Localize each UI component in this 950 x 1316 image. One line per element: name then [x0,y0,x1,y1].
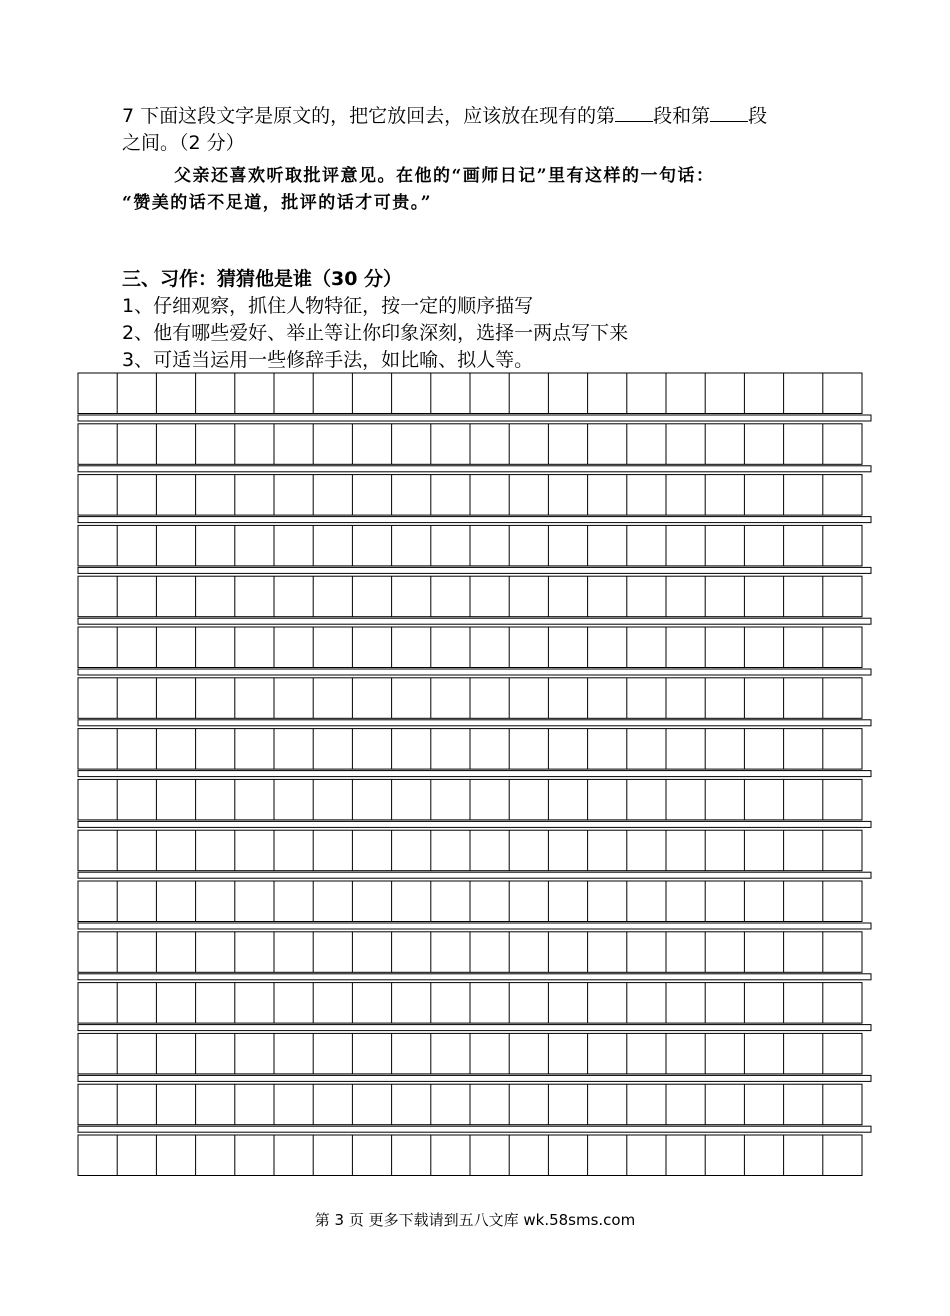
grid-row-separator [78,415,871,421]
quote-line-2: “赞美的话不足道，批评的话才可贵。” [122,193,433,213]
grid-row-separator [78,872,871,878]
grid-row[interactable] [78,1135,862,1176]
grid-row[interactable] [78,576,871,624]
grid-row-separator [78,974,871,980]
grid-row-separator [78,923,871,929]
grid-row[interactable] [78,830,871,878]
grid-row-separator [78,1025,871,1031]
grid-row-separator [78,618,871,624]
grid-row[interactable] [78,729,871,777]
grid-row[interactable] [78,983,871,1031]
grid-row-separator [78,466,871,472]
grid-row-separator [78,517,871,523]
grid-row[interactable] [78,779,871,827]
grid-row[interactable] [78,627,871,675]
grid-row-separator [78,669,871,675]
grid-row[interactable] [78,525,871,573]
grid-row[interactable] [78,424,871,472]
grid-row[interactable] [78,932,871,980]
composition-title: 三、习作：猜猜他是谁（30 分） [122,268,403,290]
quote-line-1: 父亲还喜欢听取批评意见。在他的“画师日记”里有这样的一句话： [174,166,715,186]
grid-row[interactable] [78,373,871,421]
requirement-3: 3、可适当运用一些修辞手法，如比喻、拟人等。 [122,349,534,371]
grid-row-separator [78,567,871,573]
question-7-text-end: 段 [748,105,768,127]
grid-row-separator [78,771,871,777]
question-7-text-line2: 之间。（2 分） [122,132,245,154]
grid-row[interactable] [78,881,871,929]
page-footer: 第 3 页 更多下载请到五八文库 wk.58sms.com [314,1211,636,1229]
grid-row-separator [78,720,871,726]
requirement-2: 2、他有哪些爱好、举止等让你印象深刻，选择一两点写下来 [122,322,629,344]
grid-row-separator [78,1075,871,1081]
question-7-text-start: 7 下面这段文字是原文的，把它放回去，应该放在现有的第 [122,105,616,127]
requirement-1: 1、仔细观察，抓住人物特征，按一定的顺序描写 [122,295,534,317]
question-7-text-mid: 段和第 [653,105,711,127]
grid-row[interactable] [78,678,871,726]
grid-row[interactable] [78,1033,871,1081]
grid-row-separator [78,1126,871,1132]
grid-row-separator [78,821,871,827]
grid-row[interactable] [78,1084,871,1132]
grid-row[interactable] [78,475,871,523]
